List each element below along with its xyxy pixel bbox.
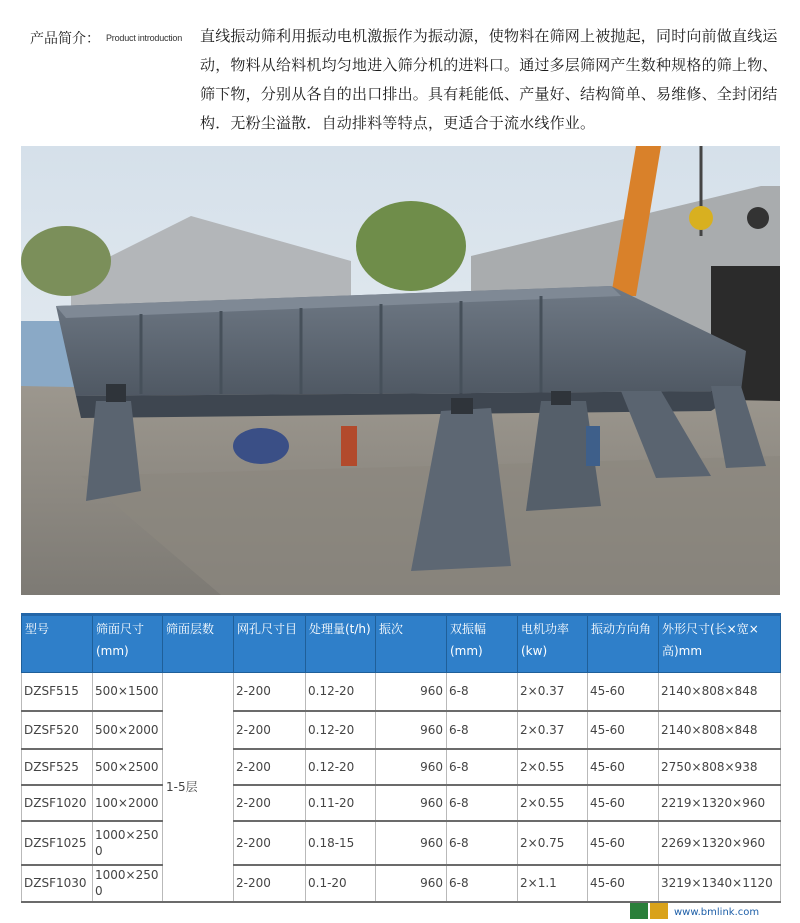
header-screen-size: 筛面尺寸(mm) bbox=[93, 615, 163, 673]
table-row bbox=[22, 711, 781, 749]
cell-amplitude: 6-8 bbox=[447, 673, 518, 711]
cell-dimensions: 2219×1320×960 bbox=[659, 785, 781, 821]
cell-model: DZSF515 bbox=[22, 673, 93, 711]
cell-amplitude: 6-8 bbox=[447, 821, 518, 865]
header-model: 型号 bbox=[22, 615, 93, 673]
cell-model: DZSF1030 bbox=[22, 865, 93, 902]
cell-model: DZSF1020 bbox=[22, 785, 93, 821]
cell-vibration-angle: 45-60 bbox=[588, 711, 659, 749]
cell-vibration-angle: 45-60 bbox=[588, 865, 659, 902]
cell-capacity: 0.18-15 bbox=[306, 821, 376, 865]
cell-screen-size: 100×2000 bbox=[93, 785, 163, 821]
cell-frequency: 960 bbox=[376, 865, 447, 902]
cell-dimensions: 2140×808×848 bbox=[659, 711, 781, 749]
cell-amplitude: 6-8 bbox=[447, 711, 518, 749]
cell-screen-size: 500×1500 bbox=[93, 673, 163, 711]
cell-capacity: 0.12-20 bbox=[306, 673, 376, 711]
cell-screen-size: 500×2500 bbox=[93, 749, 163, 785]
cell-screen-size: 1000×2500 bbox=[93, 821, 163, 865]
cell-vibration-angle: 45-60 bbox=[588, 673, 659, 711]
table-row bbox=[22, 749, 781, 785]
cell-model: DZSF525 bbox=[22, 749, 93, 785]
cell-motor-power: 2×0.55 bbox=[518, 785, 588, 821]
spec-table-wrapper bbox=[21, 613, 780, 900]
cell-motor-power: 2×0.55 bbox=[518, 749, 588, 785]
product-intro bbox=[0, 0, 800, 145]
cell-dimensions: 2140×808×848 bbox=[659, 673, 781, 711]
cell-motor-power: 2×0.75 bbox=[518, 821, 588, 865]
cell-frequency: 960 bbox=[376, 749, 447, 785]
cell-motor-power: 2×0.37 bbox=[518, 673, 588, 711]
cell-motor-power: 2×1.1 bbox=[518, 865, 588, 902]
cell-capacity: 0.11-20 bbox=[306, 785, 376, 821]
header-mesh: 网孔尺寸目 bbox=[234, 615, 306, 673]
table-row bbox=[22, 865, 781, 902]
header-layers: 筛面层数 bbox=[163, 615, 234, 673]
cell-vibration-angle: 45-60 bbox=[588, 785, 659, 821]
vibrating-screen-illustration bbox=[21, 146, 780, 595]
header-dimensions: 外形尺寸(长×宽×高)mm bbox=[659, 615, 781, 673]
cell-dimensions: 2750×808×938 bbox=[659, 749, 781, 785]
cell-mesh: 2-200 bbox=[234, 865, 306, 902]
header-capacity: 处理量(t/h) bbox=[306, 615, 376, 673]
table-row bbox=[22, 785, 781, 821]
cell-mesh: 2-200 bbox=[234, 711, 306, 749]
header-motor-power: 电机功率(kw) bbox=[518, 615, 588, 673]
cell-frequency: 960 bbox=[376, 821, 447, 865]
cell-mesh: 2-200 bbox=[234, 673, 306, 711]
intro-text: 直线振动筛利用振动电机激振作为振动源，使物料在筛网上被抛起，同时向前做直线运动，物料从给料机均匀地进入筛分机的进料口。通过多层筛网产生数种规格的筛上物、筛下物，分别从各自的出口排出。具有耗能低、产量好、结构简单、易维修、全封闭结构．无粉尘溢散．自动排料等特点，更适合于流水线作业。 bbox=[200, 27, 778, 132]
cell-dimensions: 3219×1340×1120 bbox=[659, 865, 781, 902]
cell-screen-size: 1000×2500 bbox=[93, 865, 163, 902]
cell-frequency: 960 bbox=[376, 785, 447, 821]
cell-motor-power: 2×0.37 bbox=[518, 711, 588, 749]
svg-text:www.bmlink.com: www.bmlink.com bbox=[674, 907, 760, 918]
cell-vibration-angle: 45-60 bbox=[588, 821, 659, 865]
cell-frequency: 960 bbox=[376, 673, 447, 711]
intro-label: 产品简介： bbox=[30, 30, 100, 46]
cell-model: DZSF520 bbox=[22, 711, 93, 749]
cell-mesh: 2-200 bbox=[234, 749, 306, 785]
cell-frequency: 960 bbox=[376, 711, 447, 749]
cell-mesh: 2-200 bbox=[234, 821, 306, 865]
spec-table bbox=[21, 613, 781, 903]
header-frequency: 振次 bbox=[376, 615, 447, 673]
cell-layers: 1-5层 bbox=[163, 673, 234, 902]
cell-amplitude: 6-8 bbox=[447, 865, 518, 902]
cell-mesh: 2-200 bbox=[234, 785, 306, 821]
header-amplitude: 双振幅(mm) bbox=[447, 615, 518, 673]
cell-amplitude: 6-8 bbox=[447, 785, 518, 821]
cell-model: DZSF1025 bbox=[22, 821, 93, 865]
spec-header-row bbox=[22, 615, 781, 673]
intro-label-en: Product introduction bbox=[106, 33, 183, 43]
cell-capacity: 0.12-20 bbox=[306, 711, 376, 749]
cell-screen-size: 500×2000 bbox=[93, 711, 163, 749]
table-row bbox=[22, 673, 781, 711]
table-row bbox=[22, 821, 781, 865]
cell-capacity: 0.12-20 bbox=[306, 749, 376, 785]
header-vibration-angle: 振动方向角 bbox=[588, 615, 659, 673]
product-photo bbox=[21, 146, 780, 595]
cell-vibration-angle: 45-60 bbox=[588, 749, 659, 785]
cell-amplitude: 6-8 bbox=[447, 749, 518, 785]
site-watermark-logo bbox=[630, 901, 790, 921]
cell-dimensions: 2269×1320×960 bbox=[659, 821, 781, 865]
cell-capacity: 0.1-20 bbox=[306, 865, 376, 902]
